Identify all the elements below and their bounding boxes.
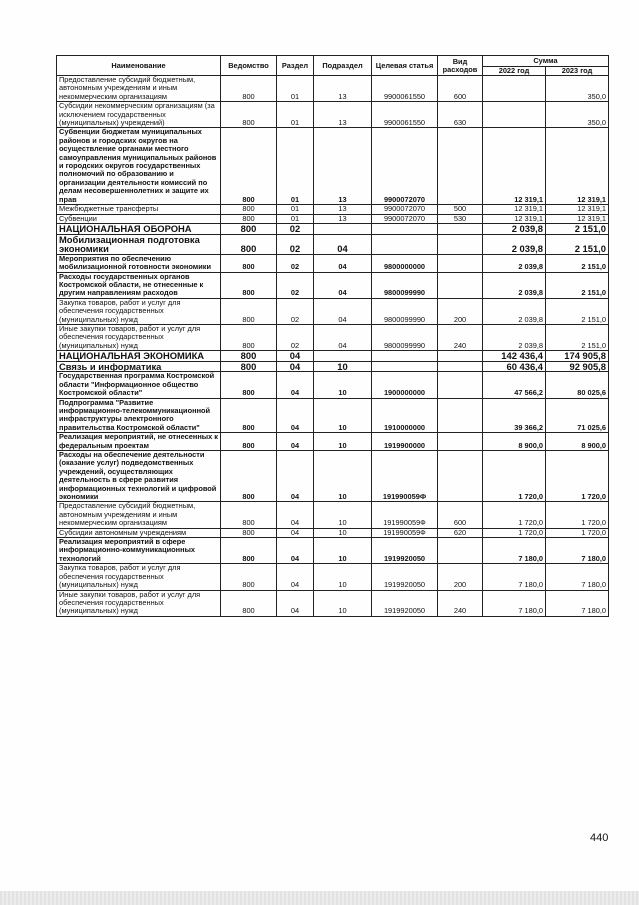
row-podrazdel: 04 xyxy=(314,272,372,298)
row-vedomstvo: 800 xyxy=(221,528,277,537)
row-razdel: 02 xyxy=(277,254,314,272)
row-vedomstvo: 800 xyxy=(221,205,277,214)
row-sum-2022: 7 180,0 xyxy=(483,590,546,616)
table-row xyxy=(57,398,609,433)
row-vid-rashodov xyxy=(438,223,483,234)
table-row xyxy=(57,538,609,564)
table-row xyxy=(57,223,609,234)
table-row xyxy=(57,451,609,502)
row-sum-2022: 2 039,8 xyxy=(483,298,546,324)
row-target-article: 1919900000 xyxy=(372,433,438,451)
row-sum-2023: 92 905,8 xyxy=(546,361,609,372)
row-name: Мобилизационная подготовка экономики xyxy=(57,234,221,254)
row-sum-2022: 1 720,0 xyxy=(483,528,546,537)
row-vid-rashodov: 500 xyxy=(438,205,483,214)
row-sum-2022: 1 720,0 xyxy=(483,502,546,528)
row-vedomstvo: 800 xyxy=(221,372,277,398)
row-podrazdel: 10 xyxy=(314,433,372,451)
row-podrazdel: 10 xyxy=(314,398,372,433)
row-sum-2022: 39 366,2 xyxy=(483,398,546,433)
row-sum-2023: 8 900,0 xyxy=(546,433,609,451)
row-vid-rashodov xyxy=(438,254,483,272)
row-razdel: 04 xyxy=(277,538,314,564)
row-name: Субвенции xyxy=(57,214,221,223)
row-name: Субвенции бюджетам муниципальных районов и городских округов на осуществление органами местного самоуправления муниципальных районов и городских округов государственных полномочий по образованию и организации деятельности комиссий по делам несовершеннолетних и защите их прав xyxy=(57,128,221,205)
row-podrazdel: 04 xyxy=(314,254,372,272)
row-target-article: 9900061550 xyxy=(372,76,438,102)
row-sum-2023: 174 905,8 xyxy=(546,351,609,362)
row-vedomstvo: 800 xyxy=(221,433,277,451)
row-target-article: 191990059Ф xyxy=(372,502,438,528)
page-number: 440 xyxy=(590,832,609,844)
row-razdel: 04 xyxy=(277,528,314,537)
table-row xyxy=(57,372,609,398)
row-target-article: 1919920050 xyxy=(372,564,438,590)
row-podrazdel: 10 xyxy=(314,590,372,616)
row-vedomstvo: 800 xyxy=(221,76,277,102)
row-sum-2023: 7 180,0 xyxy=(546,590,609,616)
row-razdel: 02 xyxy=(277,324,314,350)
row-sum-2023: 2 151,0 xyxy=(546,223,609,234)
row-vedomstvo: 800 xyxy=(221,590,277,616)
table-row xyxy=(57,324,609,350)
row-vedomstvo: 800 xyxy=(221,324,277,350)
row-sum-2022: 2 039,8 xyxy=(483,254,546,272)
row-sum-2023: 12 319,1 xyxy=(546,214,609,223)
row-name: Расходы государственных органов Костромской области, не отнесенные к другим направлениям расходов xyxy=(57,272,221,298)
row-razdel: 04 xyxy=(277,398,314,433)
row-podrazdel: 04 xyxy=(314,234,372,254)
row-vid-rashodov xyxy=(438,272,483,298)
row-vid-rashodov xyxy=(438,398,483,433)
row-vid-rashodov: 630 xyxy=(438,102,483,128)
row-sum-2022: 7 180,0 xyxy=(483,564,546,590)
row-vedomstvo: 800 xyxy=(221,361,277,372)
row-vedomstvo: 800 xyxy=(221,298,277,324)
row-vedomstvo: 800 xyxy=(221,351,277,362)
row-name: Закупка товаров, работ и услуг для обеспечения государственных (муниципальных) нужд xyxy=(57,298,221,324)
row-name: Реализация мероприятий, не отнесенных к федеральным проектам xyxy=(57,433,221,451)
row-vid-rashodov: 240 xyxy=(438,324,483,350)
row-sum-2022 xyxy=(483,76,546,102)
row-sum-2023: 1 720,0 xyxy=(546,451,609,502)
row-target-article: 1919920050 xyxy=(372,538,438,564)
row-vedomstvo: 800 xyxy=(221,451,277,502)
row-name: Иные закупки товаров, работ и услуг для обеспечения государственных (муниципальных) нужд xyxy=(57,324,221,350)
row-razdel: 01 xyxy=(277,205,314,214)
row-target-article: 9800099990 xyxy=(372,272,438,298)
row-podrazdel: 13 xyxy=(314,102,372,128)
row-vid-rashodov: 620 xyxy=(438,528,483,537)
row-target-article xyxy=(372,223,438,234)
row-sum-2023: 7 180,0 xyxy=(546,564,609,590)
row-razdel: 01 xyxy=(277,76,314,102)
table-row xyxy=(57,528,609,537)
row-vid-rashodov xyxy=(438,361,483,372)
row-podrazdel: 13 xyxy=(314,214,372,223)
table-row xyxy=(57,214,609,223)
row-sum-2023: 2 151,0 xyxy=(546,324,609,350)
table-row xyxy=(57,564,609,590)
row-name: НАЦИОНАЛЬНАЯ ЭКОНОМИКА xyxy=(57,351,221,362)
row-sum-2023: 12 319,1 xyxy=(546,205,609,214)
row-vid-rashodov: 530 xyxy=(438,214,483,223)
row-podrazdel: 10 xyxy=(314,538,372,564)
col-header-name: Наименование xyxy=(57,56,221,76)
row-sum-2023: 2 151,0 xyxy=(546,272,609,298)
row-name: Предоставление субсидий бюджетным, автономным учреждениям и иным некоммерческим организациям xyxy=(57,76,221,102)
row-vid-rashodov: 200 xyxy=(438,298,483,324)
row-vedomstvo: 800 xyxy=(221,223,277,234)
table-row xyxy=(57,502,609,528)
row-target-article xyxy=(372,361,438,372)
col-header-vedomstvo: Ведомство xyxy=(221,56,277,76)
row-vid-rashodov: 200 xyxy=(438,564,483,590)
col-header-sum: Сумма xyxy=(483,56,609,67)
row-name: Субсидии некоммерческим организациям (за исключением государственных (муниципальных) учреждений) xyxy=(57,102,221,128)
row-sum-2023: 2 151,0 xyxy=(546,298,609,324)
row-vid-rashodov: 600 xyxy=(438,76,483,102)
row-razdel: 02 xyxy=(277,272,314,298)
row-sum-2022: 8 900,0 xyxy=(483,433,546,451)
row-razdel: 04 xyxy=(277,433,314,451)
table-row xyxy=(57,128,609,205)
row-vedomstvo: 800 xyxy=(221,234,277,254)
row-name: Подпрограмма "Развитие информационно-телекоммуникационной инфраструктуры электронного правительства Костромской области" xyxy=(57,398,221,433)
row-podrazdel: 10 xyxy=(314,361,372,372)
row-sum-2023: 350,0 xyxy=(546,76,609,102)
col-header-2022: 2022 год xyxy=(483,67,546,76)
scan-bottom-strip xyxy=(0,891,639,905)
row-sum-2022: 2 039,8 xyxy=(483,234,546,254)
col-header-vid: Вид расходов xyxy=(438,56,483,76)
row-sum-2022 xyxy=(483,102,546,128)
row-vid-rashodov xyxy=(438,538,483,564)
row-target-article: 9900072070 xyxy=(372,128,438,205)
row-sum-2022: 1 720,0 xyxy=(483,451,546,502)
row-name: Реализация мероприятий в сфере информационно-коммуникационных технологий xyxy=(57,538,221,564)
col-header-2023: 2023 год xyxy=(546,67,609,76)
row-vedomstvo: 800 xyxy=(221,502,277,528)
row-name: Расходы на обеспечение деятельности (оказание услуг) подведомственных учреждений, осуществляющих деятельность в сфере развития информационных технологий и цифровой экономики xyxy=(57,451,221,502)
row-razdel: 02 xyxy=(277,298,314,324)
row-sum-2022: 2 039,8 xyxy=(483,324,546,350)
row-razdel: 01 xyxy=(277,214,314,223)
row-sum-2023: 80 025,6 xyxy=(546,372,609,398)
row-name: Предоставление субсидий бюджетным, автономным учреждениям и иным некоммерческим организациям xyxy=(57,502,221,528)
row-vid-rashodov xyxy=(438,234,483,254)
table-row xyxy=(57,590,609,616)
row-vid-rashodov xyxy=(438,351,483,362)
table-row xyxy=(57,76,609,102)
row-vid-rashodov xyxy=(438,433,483,451)
table-row xyxy=(57,234,609,254)
row-podrazdel: 13 xyxy=(314,128,372,205)
row-name: Межбюджетные трансферты xyxy=(57,205,221,214)
row-podrazdel: 10 xyxy=(314,451,372,502)
row-name: Связь и информатика xyxy=(57,361,221,372)
table-row xyxy=(57,205,609,214)
row-vedomstvo: 800 xyxy=(221,398,277,433)
row-vedomstvo: 800 xyxy=(221,272,277,298)
row-razdel: 04 xyxy=(277,351,314,362)
row-vedomstvo: 800 xyxy=(221,254,277,272)
row-target-article: 9900072070 xyxy=(372,205,438,214)
row-sum-2023: 7 180,0 xyxy=(546,538,609,564)
row-name: Субсидии автономным учреждениям xyxy=(57,528,221,537)
table-row xyxy=(57,272,609,298)
row-target-article: 9800099990 xyxy=(372,298,438,324)
row-razdel: 02 xyxy=(277,223,314,234)
table-row xyxy=(57,102,609,128)
row-target-article: 9800000000 xyxy=(372,254,438,272)
row-podrazdel: 10 xyxy=(314,502,372,528)
row-sum-2022: 2 039,8 xyxy=(483,223,546,234)
row-vid-rashodov xyxy=(438,128,483,205)
row-sum-2022: 12 319,1 xyxy=(483,205,546,214)
row-vid-rashodov xyxy=(438,372,483,398)
row-sum-2022: 7 180,0 xyxy=(483,538,546,564)
table-row xyxy=(57,351,609,362)
row-target-article: 1910000000 xyxy=(372,398,438,433)
col-header-razdel: Раздел xyxy=(277,56,314,76)
row-target-article: 1900000000 xyxy=(372,372,438,398)
row-sum-2022: 47 566,2 xyxy=(483,372,546,398)
col-header-podrazdel: Подраздел xyxy=(314,56,372,76)
row-razdel: 02 xyxy=(277,234,314,254)
table-body xyxy=(57,76,609,617)
row-target-article xyxy=(372,234,438,254)
row-target-article: 9900072070 xyxy=(372,214,438,223)
row-podrazdel: 04 xyxy=(314,298,372,324)
row-sum-2022: 142 436,4 xyxy=(483,351,546,362)
table-row xyxy=(57,433,609,451)
row-name: Закупка товаров, работ и услуг для обеспечения государственных (муниципальных) нужд xyxy=(57,564,221,590)
row-podrazdel: 04 xyxy=(314,324,372,350)
row-sum-2023: 2 151,0 xyxy=(546,254,609,272)
row-sum-2023: 71 025,6 xyxy=(546,398,609,433)
row-sum-2023: 2 151,0 xyxy=(546,234,609,254)
row-vedomstvo: 800 xyxy=(221,128,277,205)
row-name: Государственная программа Костромской области "Информационное общество Костромской области" xyxy=(57,372,221,398)
row-podrazdel: 13 xyxy=(314,205,372,214)
row-sum-2022: 60 436,4 xyxy=(483,361,546,372)
row-podrazdel xyxy=(314,223,372,234)
row-razdel: 01 xyxy=(277,128,314,205)
row-target-article: 9800099990 xyxy=(372,324,438,350)
table-row xyxy=(57,298,609,324)
col-header-target: Целевая статья xyxy=(372,56,438,76)
row-sum-2023: 350,0 xyxy=(546,102,609,128)
row-podrazdel: 13 xyxy=(314,76,372,102)
row-razdel: 04 xyxy=(277,361,314,372)
table-row xyxy=(57,361,609,372)
row-razdel: 04 xyxy=(277,451,314,502)
row-sum-2023: 12 319,1 xyxy=(546,128,609,205)
row-podrazdel: 10 xyxy=(314,372,372,398)
row-razdel: 04 xyxy=(277,372,314,398)
row-sum-2023: 1 720,0 xyxy=(546,502,609,528)
row-name: Мероприятия по обеспечению мобилизационной готовности экономики xyxy=(57,254,221,272)
row-vedomstvo: 800 xyxy=(221,214,277,223)
row-razdel: 04 xyxy=(277,590,314,616)
row-razdel: 04 xyxy=(277,564,314,590)
row-target-article: 9900061550 xyxy=(372,102,438,128)
row-razdel: 01 xyxy=(277,102,314,128)
table-row xyxy=(57,254,609,272)
row-vid-rashodov: 600 xyxy=(438,502,483,528)
row-target-article: 1919920050 xyxy=(372,590,438,616)
row-target-article: 191990059Ф xyxy=(372,451,438,502)
row-name: Иные закупки товаров, работ и услуг для обеспечения государственных (муниципальных) нужд xyxy=(57,590,221,616)
row-podrazdel: 10 xyxy=(314,564,372,590)
row-sum-2022: 2 039,8 xyxy=(483,272,546,298)
row-podrazdel xyxy=(314,351,372,362)
row-podrazdel: 10 xyxy=(314,528,372,537)
row-vedomstvo: 800 xyxy=(221,538,277,564)
row-name: НАЦИОНАЛЬНАЯ ОБОРОНА xyxy=(57,223,221,234)
row-sum-2022: 12 319,1 xyxy=(483,128,546,205)
row-vid-rashodov xyxy=(438,451,483,502)
row-sum-2022: 12 319,1 xyxy=(483,214,546,223)
row-sum-2023: 1 720,0 xyxy=(546,528,609,537)
row-target-article: 191990059Ф xyxy=(372,528,438,537)
row-vid-rashodov: 240 xyxy=(438,590,483,616)
row-vedomstvo: 800 xyxy=(221,564,277,590)
row-razdel: 04 xyxy=(277,502,314,528)
budget-table xyxy=(56,55,609,617)
row-vedomstvo: 800 xyxy=(221,102,277,128)
row-target-article xyxy=(372,351,438,362)
